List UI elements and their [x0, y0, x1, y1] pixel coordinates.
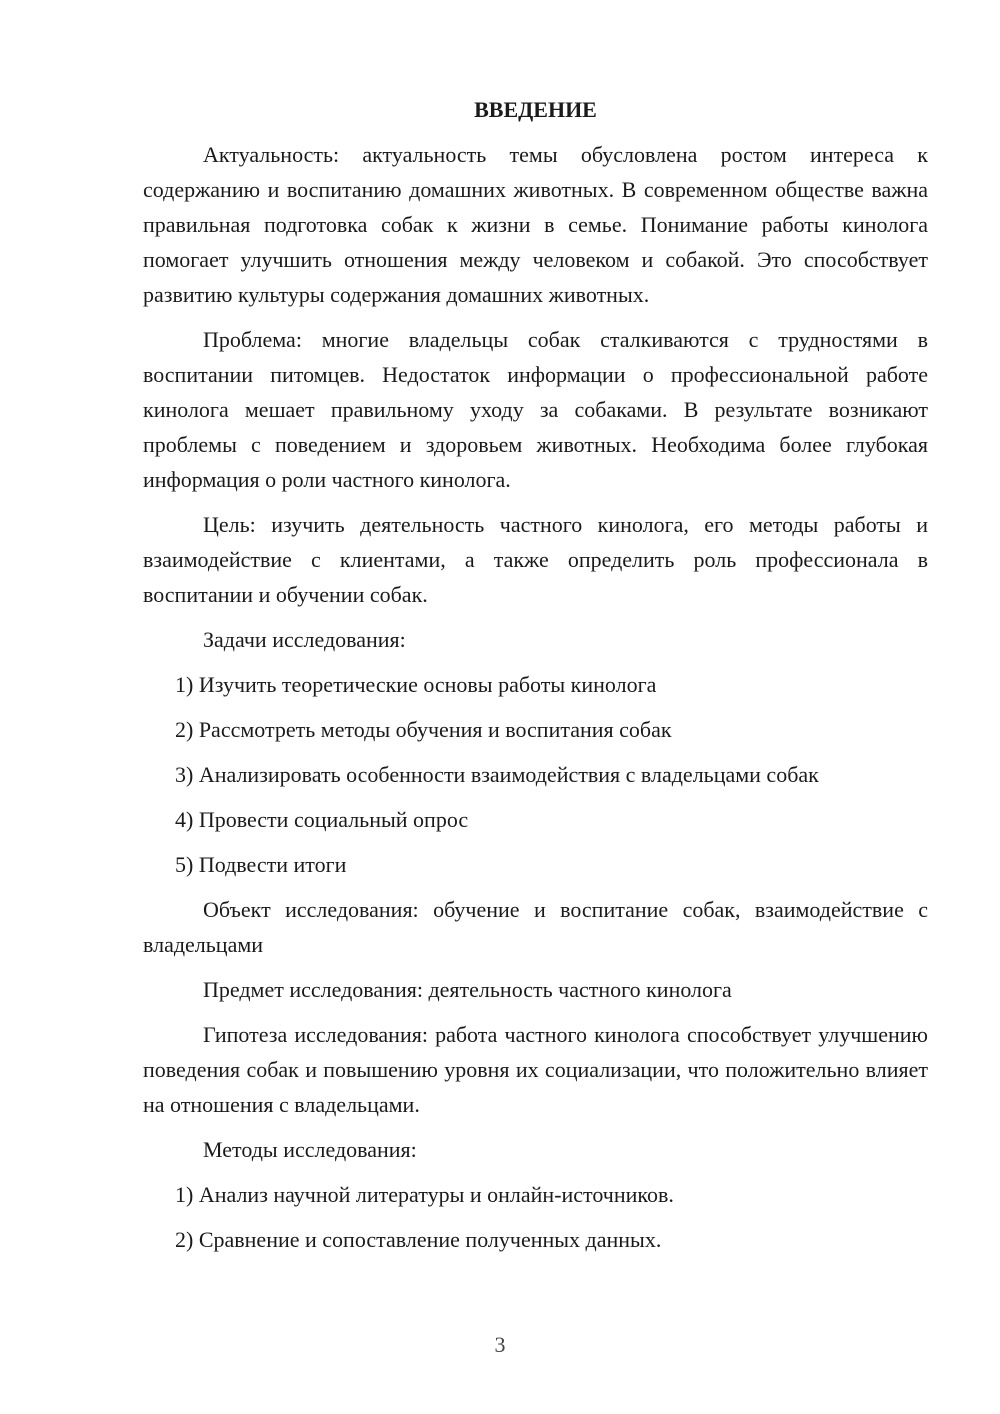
paragraph-relevance: Актуальность: актуальность темы обусловлена ростом интереса к содержанию и воспитанию домашних животных. В современном обществе важна правильная подготовка собак к жизни в семье. Понимание работы кинолога помогает улучшить отношения между человеком и собакой. Это способствует развитию культуры содержания домашних животных.	[143, 142, 928, 307]
spacer	[143, 497, 928, 507]
method-item-1: 1) Анализ научной литературы и онлайн-источников.	[175, 1182, 674, 1207]
page-number: 3	[494, 1332, 506, 1357]
paragraph-hypothesis: Гипотеза исследования: работа частного кинолога способствует улучшению поведения собак и повышению уровня их социализации, что положительно влияет на отношения с владельцами.	[143, 1022, 928, 1117]
document-page	[143, 92, 928, 1257]
paragraph-problem: Проблема: многие владельцы собак сталкиваются с трудностями в воспитании питомцев. Недостаток информации о профессиональной работе кинолога мешает правильному уходу за собаками. В результате возникают проблемы с поведением и здоровьем животных. Необходима более глубокая информация о роли частного кинолога.	[143, 327, 928, 492]
spacer	[143, 657, 928, 667]
spacer	[143, 127, 928, 137]
spacer	[143, 702, 928, 712]
task-item-4: 4) Провести социальный опрос	[175, 807, 469, 832]
paragraph-object: Объект исследования: обучение и воспитание собак, взаимодействие с владельцами	[143, 897, 928, 957]
spacer	[143, 1167, 928, 1177]
method-item-2: 2) Сравнение и сопоставление полученных данных.	[175, 1227, 662, 1252]
spacer	[143, 882, 928, 892]
spacer	[143, 312, 928, 322]
task-item-2: 2) Рассмотреть методы обучения и воспитания собак	[175, 717, 672, 742]
spacer	[143, 1007, 928, 1017]
task-item-5: 5) Подвести итоги	[175, 852, 347, 877]
spacer	[143, 747, 928, 757]
section-title: ВВЕДЕНИЕ	[474, 97, 597, 122]
task-item-3: 3) Анализировать особенности взаимодействия с владельцами собак	[175, 762, 819, 787]
spacer	[143, 792, 928, 802]
methods-label: Методы исследования:	[203, 1137, 417, 1162]
spacer	[143, 962, 928, 972]
spacer	[143, 837, 928, 847]
spacer	[143, 1122, 928, 1132]
spacer	[143, 1212, 928, 1222]
tasks-label: Задачи исследования:	[203, 627, 406, 652]
spacer	[143, 612, 928, 622]
paragraph-goal: Цель: изучить деятельность частного кинолога, его методы работы и взаимодействие с клиентами, а также определить роль профессионала в воспитании и обучении собак.	[143, 512, 928, 607]
task-item-1: 1) Изучить теоретические основы работы кинолога	[175, 672, 657, 697]
paragraph-subject: Предмет исследования: деятельность частного кинолога	[203, 977, 732, 1002]
